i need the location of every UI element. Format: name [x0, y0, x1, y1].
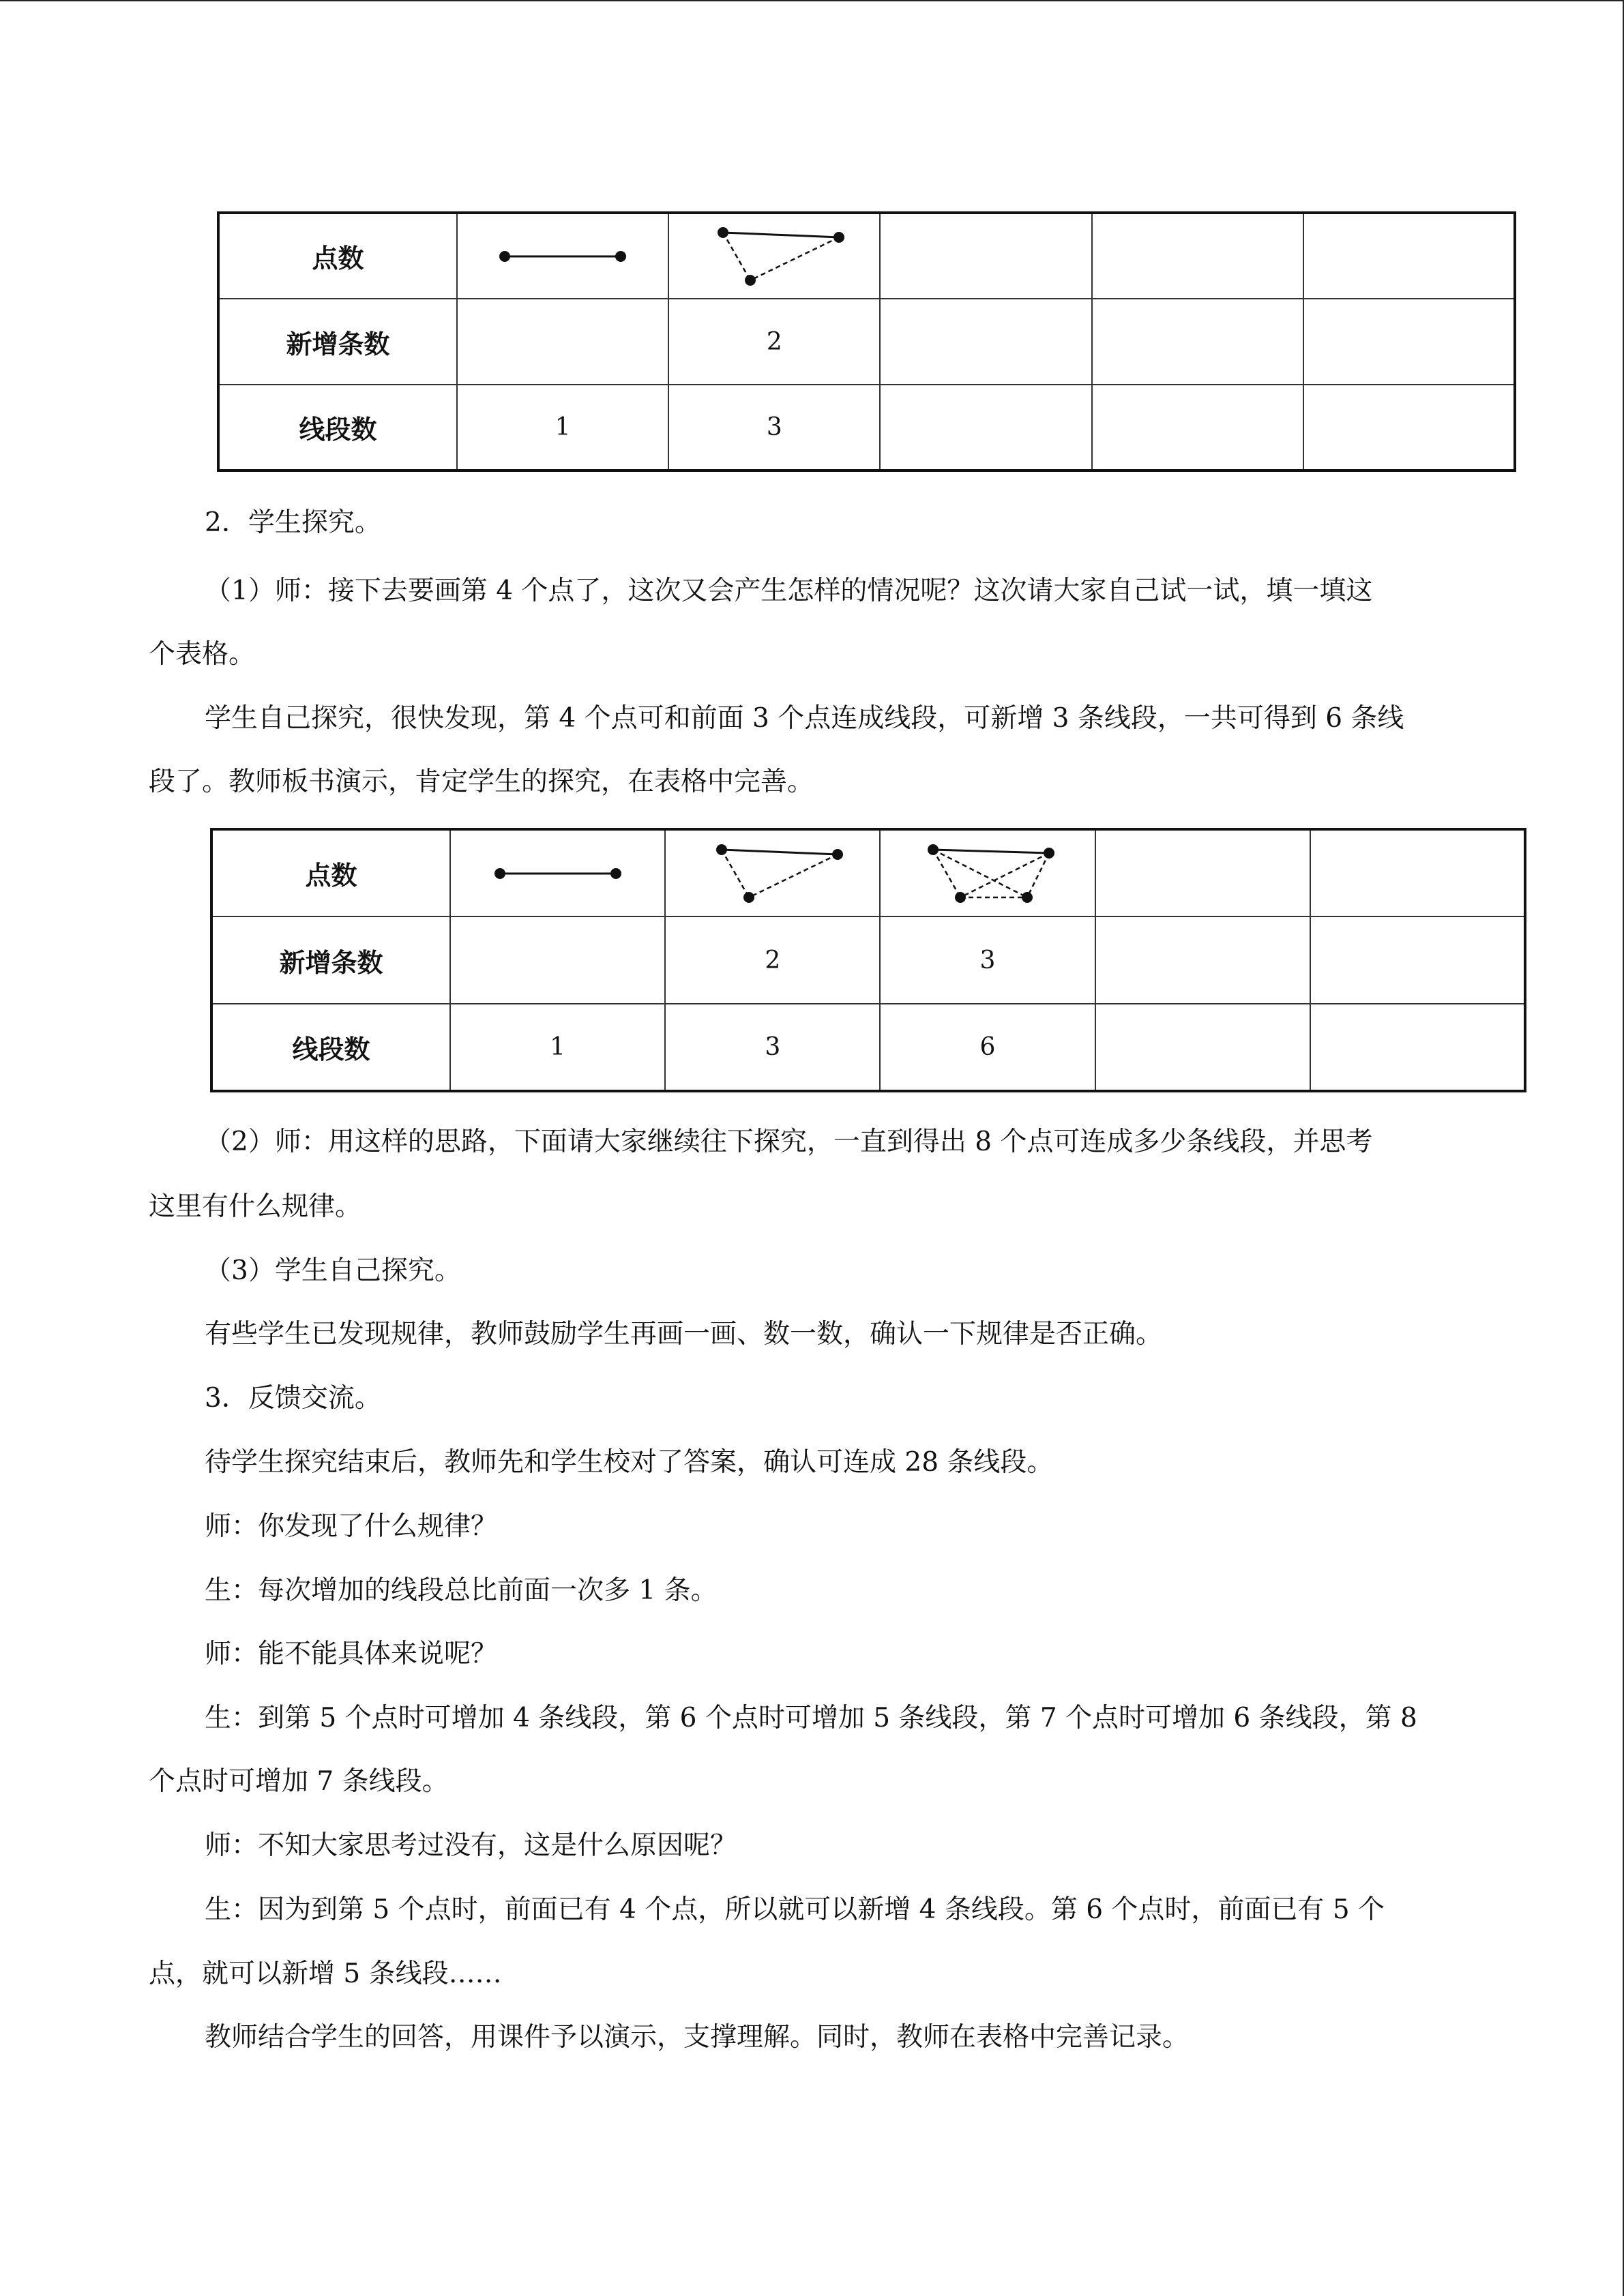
dialogue-line: 师：不知大家思考过没有，这是什么原因呢？: [205, 1830, 737, 1861]
table-cell: [1095, 829, 1310, 916]
table-cell: [1303, 299, 1515, 385]
row-label-new-count: 新增条数: [218, 299, 457, 385]
paragraph-line: 有些学生已发现规律，教师鼓励学生再画一画、数一数，确认一下规律是否正确。: [205, 1319, 1163, 1350]
paragraph-line: 学生自己探究，很快发现，第 4 个点可和前面 3 个点连成线段，可新增 3 条线段，一共可得到 6 条线: [205, 703, 1404, 734]
paragraph-line: （3）学生自己探究。: [205, 1255, 461, 1286]
table-cell: 3: [880, 916, 1095, 1004]
table-row: [211, 829, 1525, 916]
table-cell: 1: [457, 385, 668, 471]
table-row: [211, 1004, 1525, 1091]
three-point-figure: [668, 213, 880, 299]
table-cell: [1095, 1004, 1310, 1091]
table-cell: 3: [665, 1004, 880, 1091]
three-point-figure: [665, 829, 880, 916]
table-cell: [880, 213, 1091, 299]
table-cell: [450, 916, 665, 1004]
dialogue-line: 师：你发现了什么规律？: [205, 1511, 498, 1542]
dialogue-line: 师：能不能具体来说呢？: [205, 1639, 498, 1669]
table-row: [218, 385, 1515, 471]
table-cell: 2: [665, 916, 880, 1004]
dialogue-line: 生：到第 5 个点时可增加 4 条线段，第 6 个点时可增加 5 条线段，第 7 个点时可增加 6 条线段，第 8: [205, 1703, 1417, 1733]
table-cell: [880, 385, 1091, 471]
table-cell: [1310, 916, 1525, 1004]
paragraph-line: 这里有什么规律。: [149, 1191, 362, 1222]
table-cell: [1303, 213, 1515, 299]
table-cell: [880, 299, 1091, 385]
paragraph-line: 教师结合学生的回答，用课件予以演示，支撑理解。同时，教师在表格中完善记录。: [205, 2022, 1190, 2053]
dot-table-2: [210, 828, 1526, 1092]
table-cell: 1: [450, 1004, 665, 1091]
four-point-figure: [880, 829, 1095, 916]
table-cell: 2: [668, 299, 880, 385]
paragraph-line: 待学生探究结束后，教师先和学生校对了答案，确认可连成 28 条线段。: [205, 1447, 1054, 1478]
table-cell: [1095, 916, 1310, 1004]
table-cell: [1310, 1004, 1525, 1091]
row-label-points: 点数: [211, 829, 450, 916]
table-cell: [1310, 829, 1525, 916]
section-heading: 3．反馈交流。: [205, 1383, 381, 1414]
two-point-figure: [457, 213, 668, 299]
section-heading: 2．学生探究。: [205, 507, 381, 538]
table-cell: [1092, 385, 1303, 471]
table-cell: [1303, 385, 1515, 471]
table-cell: [1092, 213, 1303, 299]
paragraph-line: 个表格。: [149, 639, 256, 670]
dialogue-line: 生：每次增加的线段总比前面一次多 1 条。: [205, 1575, 718, 1606]
table-cell: 3: [668, 385, 880, 471]
table-cell: [1092, 299, 1303, 385]
paragraph-line: （2）师：用这样的思路，下面请大家继续往下探究，一直到得出 8 个点可连成多少条线段，并思考: [205, 1127, 1373, 1157]
dialogue-line: 个点时可增加 7 条线段。: [149, 1766, 449, 1797]
row-label-segment-count: 线段数: [211, 1004, 450, 1091]
table-row: [211, 916, 1525, 1004]
table-row: [218, 213, 1515, 299]
table-cell: [457, 299, 668, 385]
dot-table-1: [217, 211, 1516, 472]
dialogue-line: 点，就可以新增 5 条线段……: [149, 1958, 502, 1989]
table-cell: 6: [880, 1004, 1095, 1091]
dialogue-line: 生：因为到第 5 个点时，前面已有 4 个点，所以就可以新增 4 条线段。第 6 个点时，前面已有 5 个: [205, 1894, 1385, 1925]
paragraph-line: 段了。教师板书演示，肯定学生的探究，在表格中完善。: [149, 766, 814, 797]
row-label-segment-count: 线段数: [218, 385, 457, 471]
two-point-figure: [450, 829, 665, 916]
paragraph-line: （1）师：接下去要画第 4 个点了，这次又会产生怎样的情况呢？这次请大家自己试一试，填一填这: [205, 576, 1373, 606]
table-row: [218, 299, 1515, 385]
row-label-new-count: 新增条数: [211, 916, 450, 1004]
row-label-points: 点数: [218, 213, 457, 299]
